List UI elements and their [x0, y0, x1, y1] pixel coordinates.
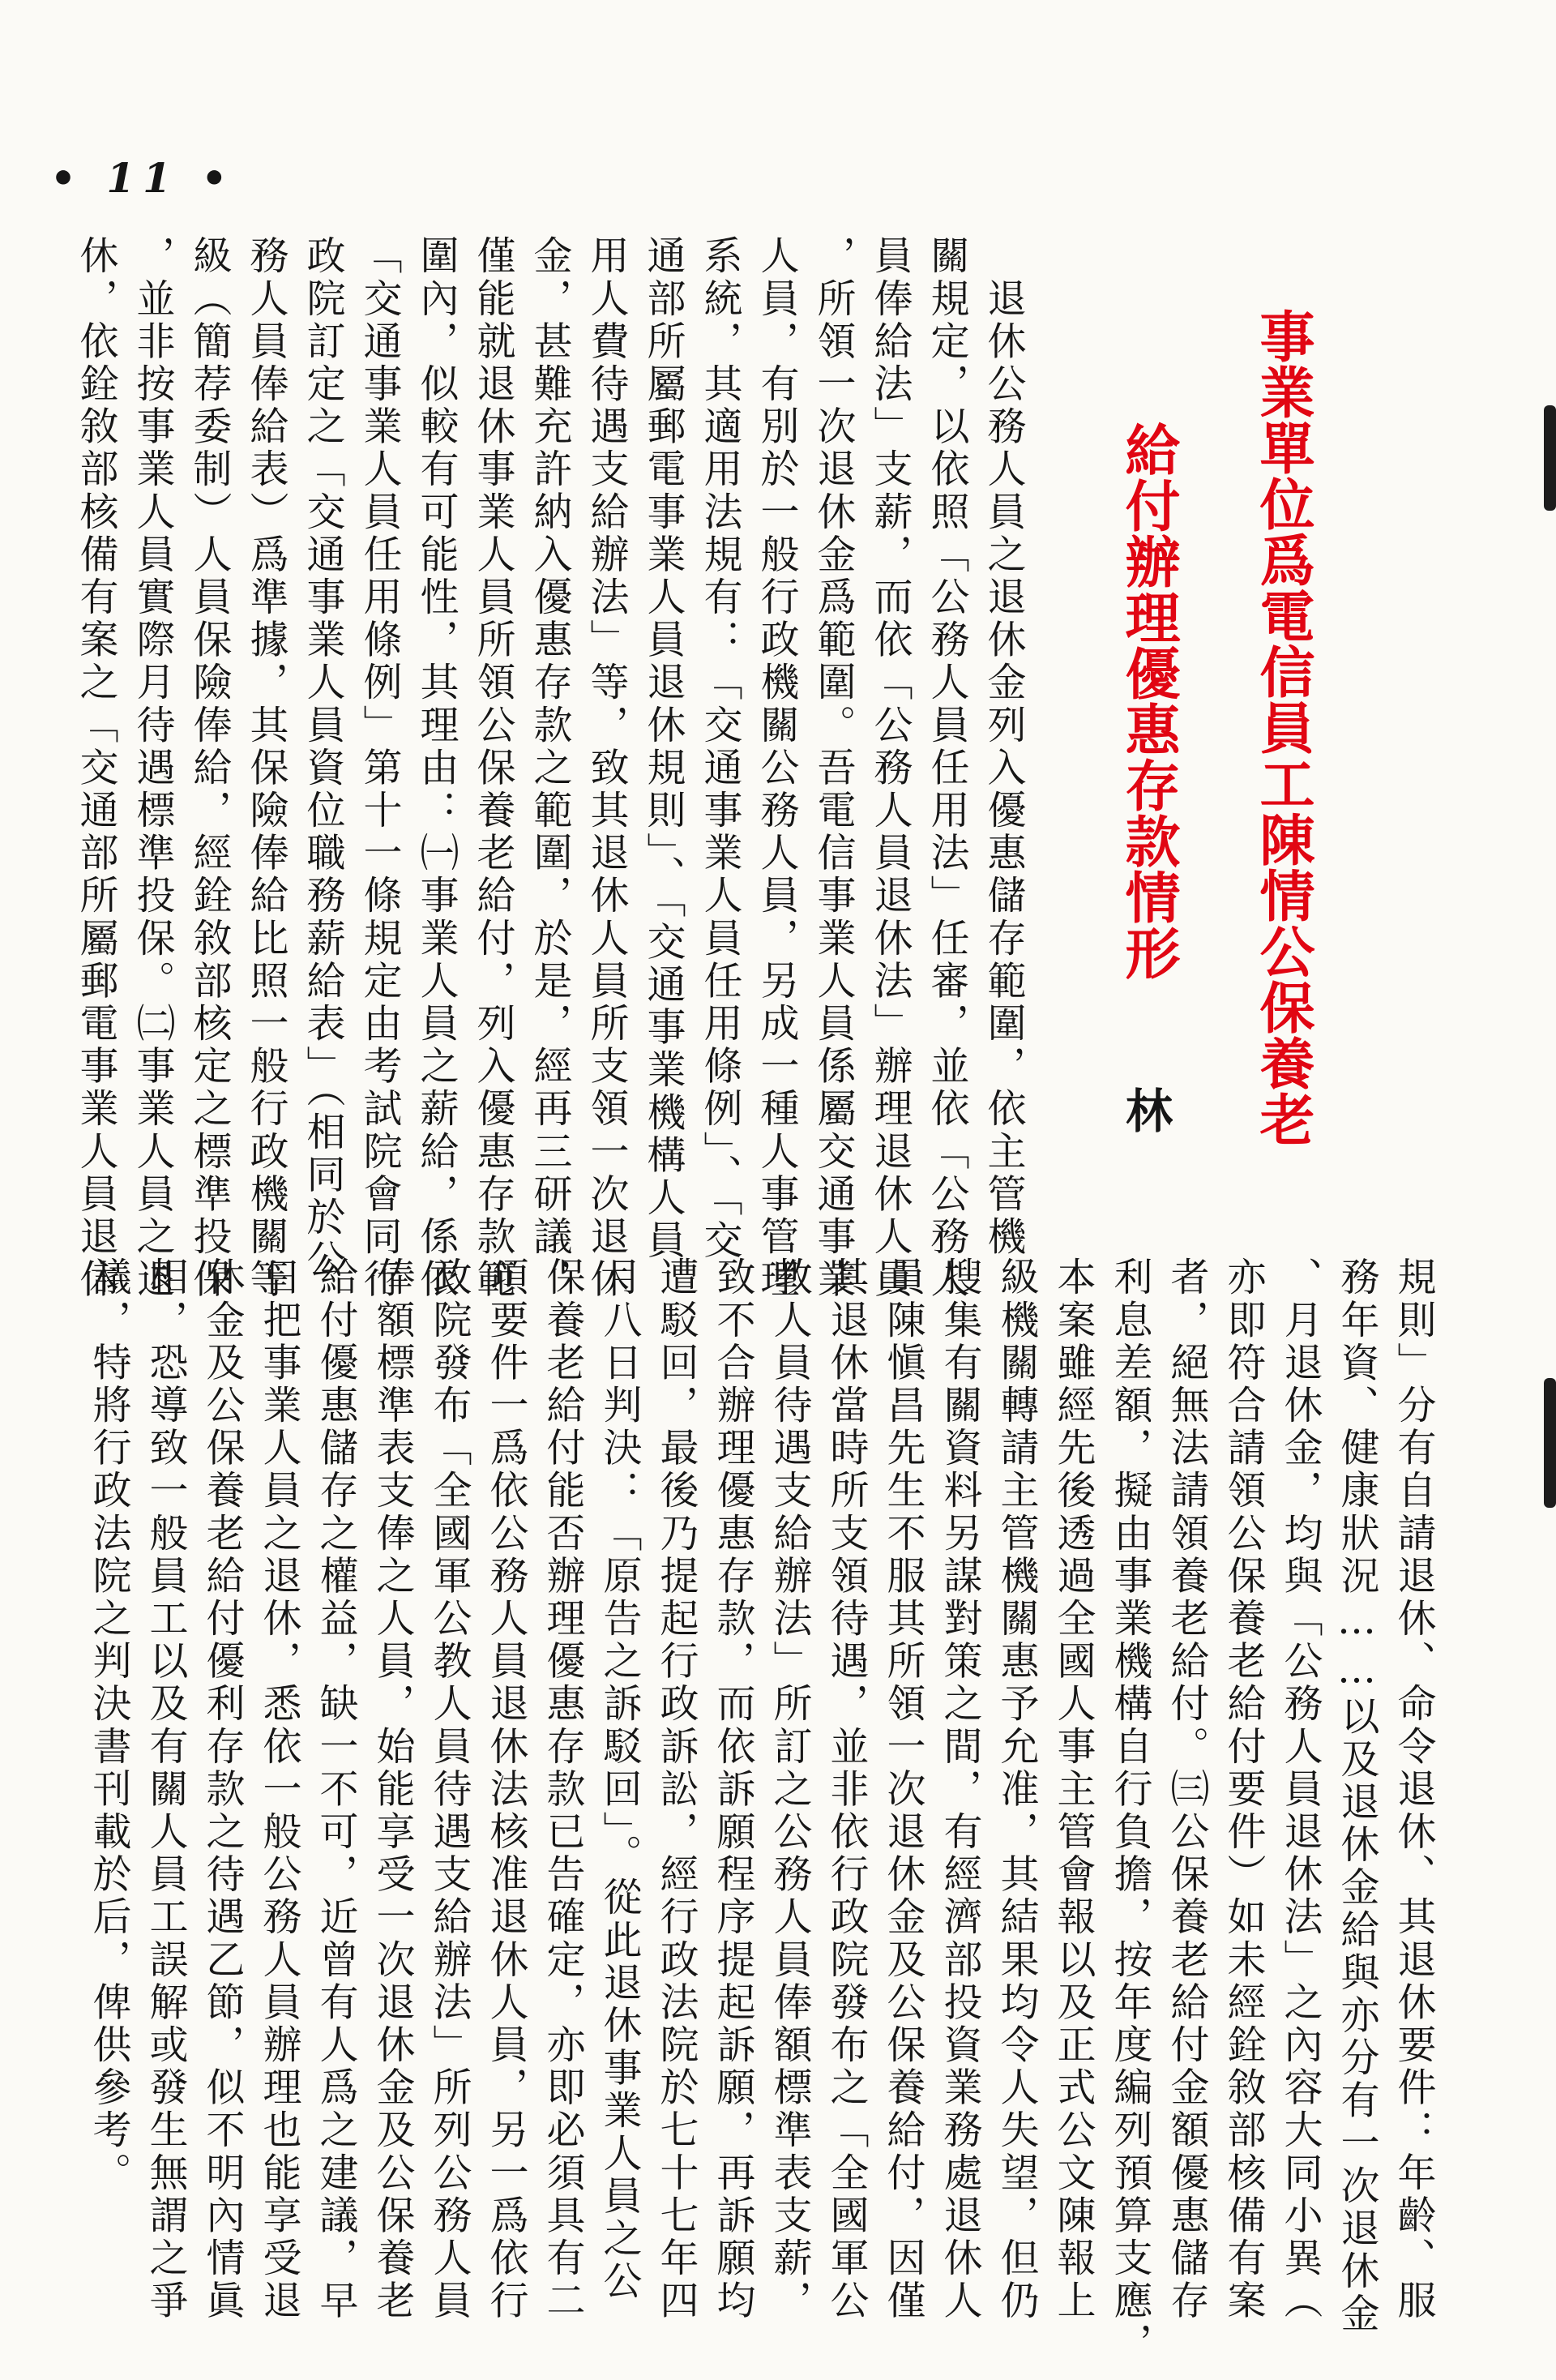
- text-column: 搜集有關資料另謀對策之間，有經濟部投資業務處退休人: [937, 1256, 982, 2322]
- text-column: 用人費待遇支給辦法」等，致其退休人員所支領一次退休: [584, 235, 629, 1301]
- text-column: 務年資、健康狀況……以及退休金給與亦分有一次退休金: [1334, 1256, 1379, 2335]
- text-column: 教人員待遇支給辦法」所訂之公務人員俸額標準表支薪，: [767, 1256, 812, 2322]
- text-column: 月八日判決：「原告之訴駁回」。從此退休事業人員之公: [596, 1256, 642, 2303]
- text-column: 亦即符合請領公保養老給付要件）如未經銓敘部核備有案: [1220, 1256, 1266, 2322]
- text-column: 僅能就退休事業人員所領公保養老給付，列入優惠存款範: [470, 235, 515, 1301]
- text-column: 通部所屬郵電事業人員退休規則」、「交通事業機構人員: [640, 235, 686, 1262]
- text-column: 金，甚難充許納入優惠存款之範圍，於是，經再三研議，: [527, 235, 572, 1301]
- text-column: 休金及公保養老給付優利存款之待遇乙節，似不明內情眞: [199, 1256, 245, 2322]
- text-column: 本案雖經先後透過全國人事主管會報以及正式公文陳報上: [1050, 1256, 1096, 2322]
- text-column: 相，恐導致一般員工以及有關人員工誤解或發生無謂之爭: [143, 1256, 188, 2322]
- text-column: 利息差額，擬由事業機構自行負擔，按年度編列預算支應，: [1107, 1256, 1152, 2365]
- text-column: 關規定，以依照「公務人員任用法」任審，並依「公務人: [924, 235, 969, 1301]
- text-column: 系統，其適用法規有：「交通事業人員任用條例」、「交: [697, 235, 742, 1262]
- binding-edge-mark: [1544, 1378, 1556, 1508]
- text-column: ，並非按事業人員實際月待遇標準投保。㈡事業人員之退: [130, 235, 175, 1301]
- text-column: 俸額標準表支俸之人員，始能享受一次退休金及公保養老: [370, 1256, 415, 2322]
- text-column: 「交通事業人員任用條例」第十一條規定由考試院會同行: [357, 235, 402, 1301]
- page-number: • 11 •: [50, 154, 236, 202]
- text-column: 、月退休金，均與「公務人員退休法」之內容大同小異（: [1277, 1256, 1323, 2322]
- text-column: 規則」分有自請退休、命令退休、其退休要件：年齡、服: [1391, 1256, 1436, 2322]
- text-column: ，所領一次退休金爲範圍。吾電信事業人員係屬交通事業: [810, 235, 856, 1301]
- text-column: 休，依銓敘部核備有案之「交通部所屬郵電事業人員退休: [73, 235, 118, 1301]
- text-column: 退休公務人員之退休金列入優惠儲存範圍，依主管機: [981, 235, 1026, 1259]
- text-column: 務人員俸給表）爲準據，其保險俸給比照一般行政機關等: [243, 235, 289, 1301]
- text-column: 致不合辦理優惠存款，而依訴願程序提起訴願，再訴願均: [710, 1256, 755, 2322]
- text-column: 人員，有別於一般行政機關公務人員，另成一種人事管理: [754, 235, 799, 1301]
- text-column: 政院發布「全國軍公教人員待遇支給辦法」所列公務人員: [426, 1256, 472, 2322]
- text-column: 保養老給付能否辦理優惠存款已告確定，亦即必須具有二: [540, 1256, 585, 2322]
- text-column: 員陳愼昌先生不服其所領一次退休金及公保養給付，因僅: [880, 1256, 925, 2322]
- text-column: 給付優惠儲存之權益，缺一不可，近曾有人爲之建議，早: [313, 1256, 358, 2322]
- text-column: 級機關轉請主管機關惠予允准，其結果均令人失望，但仍: [994, 1256, 1039, 2322]
- text-column: 其退休當時所支領待遇，並非依行政院發布之「全國軍公: [823, 1256, 869, 2322]
- author-name: 林: [1118, 1086, 1173, 1133]
- text-column: 日把事業人員之退休，悉依一般公務人員辦理也能享受退: [256, 1256, 301, 2322]
- binding-edge-mark: [1544, 405, 1556, 511]
- article-title: 事業單位爲電信員工陳情公保養老: [1250, 308, 1314, 1147]
- article-subtitle: 給付辦理優惠存款情形: [1116, 422, 1180, 981]
- text-column: 級（簡荐委制）人員保險俸給，經銓敘部核定之標準投保: [186, 235, 232, 1301]
- text-column: 員俸給法」支薪，而依「公務人員退休法」辦理退休人員: [867, 235, 913, 1301]
- text-column: 項要件一爲依公務人員退休法核准退休人員，另一爲依行: [483, 1256, 528, 2322]
- text-column: 政院訂定之「交通事業人員資位職務薪給表」（相同於公: [300, 235, 345, 1282]
- text-column: 圍內，似較有可能性，其理由：㈠事業人員之薪給，係依: [413, 235, 459, 1301]
- text-column: 者，絕無法請領養老給付。㈢公保養老給付金額優惠儲存: [1164, 1256, 1209, 2322]
- text-column: 議，特將行政法院之判決書刊載於后，俾供參考。: [86, 1256, 131, 2195]
- text-column: 遭駁回，最後乃提起行政訴訟，經行政法院於七十七年四: [653, 1256, 699, 2322]
